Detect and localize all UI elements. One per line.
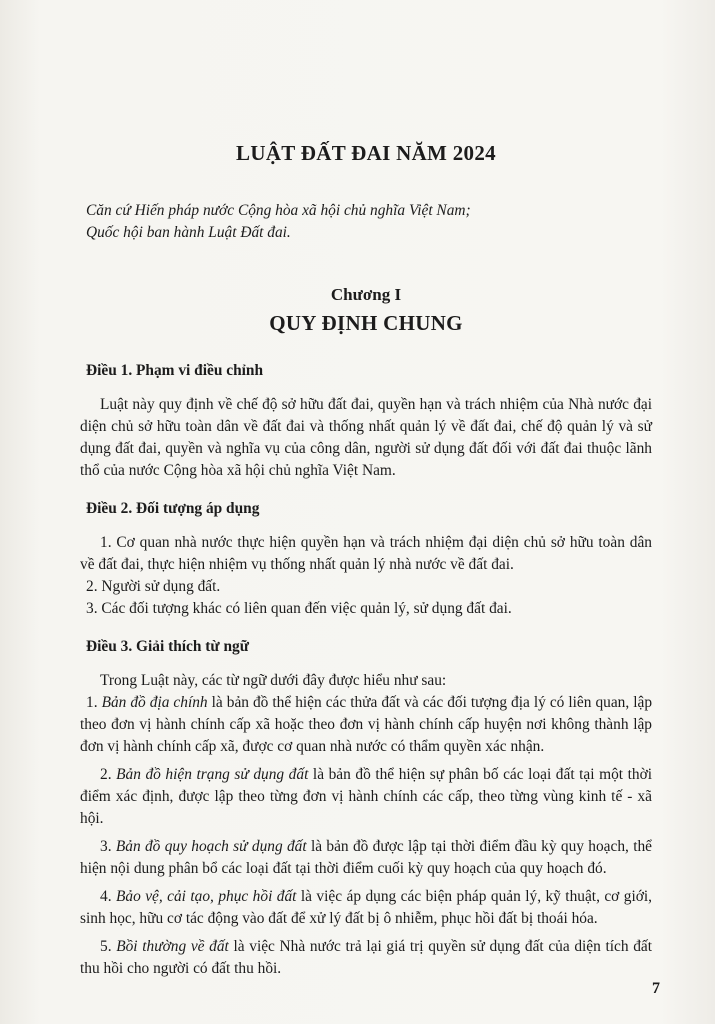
item-number: 2. — [100, 766, 117, 783]
defined-term: Bản đồ địa chính — [101, 694, 208, 711]
article-2-item-2: 2. Người sử dụng đất. — [86, 578, 221, 595]
article-1-text: Luật này quy định về chế độ sở hữu đất đai, quyền hạn và trách nhiệm của Nhà nước đại diện chủ sở hữu toàn dân về đất đai và thống nhất quản lý về đất đai, chế độ quản lý và sử dụng đất đai, quyền và nghĩa vụ của công dân, người sử dụng đất đối với đất đai thuộc lãnh thổ của nước Cộng hòa xã hội chủ nghĩa Việt Nam. — [80, 396, 652, 479]
law-title: LUẬT ĐẤT ĐAI NĂM 2024 — [236, 141, 496, 165]
article-2-item-3: 3. Các đối tượng khác có liên quan đến việc quản lý, sử dụng đất đai. — [86, 600, 512, 617]
term-definition: là việc áp dụng các biện pháp quản lý, kỹ thuật, cơ giới, sinh học, hữu cơ tác động vào đất để xử lý đất bị ô nhiễm, phục hồi đất bị thoái hóa. — [80, 888, 652, 927]
defined-term: Bản đồ quy hoạch sử dụng đất — [115, 838, 307, 855]
item-number: 3. — [100, 838, 116, 855]
defined-term: Bồi thường về đất — [116, 938, 229, 955]
defined-term: Bảo vệ, cải tạo, phục hồi đất — [115, 888, 297, 905]
page-content — [80, 140, 652, 980]
chapter-number: Chương I — [330, 285, 402, 304]
item-number: 4. — [100, 888, 116, 905]
preamble-line-2: Quốc hội ban hành Luật Đất đai. — [86, 224, 291, 241]
term-definition: là việc Nhà nước trả lại giá trị quyền sử dụng đất của diện tích đất thu hồi cho người có đất thu hồi. — [80, 938, 653, 977]
article-3-intro: Trong Luật này, các từ ngữ dưới đây được hiểu như sau: — [100, 672, 447, 689]
term-definition: là bản đồ thể hiện sự phân bố các loại đất tại một thời điểm xác định, được lập theo từng đơn vị hành chính các cấp, theo từng vùng kinh tế - xã hội. — [80, 766, 652, 827]
article-3-item-5 — [80, 936, 652, 980]
article-3-heading: Điều 3. Giải thích từ ngữ — [86, 638, 249, 655]
article-3-item-2 — [80, 764, 652, 830]
item-number: 5. — [100, 938, 117, 955]
item-number: 1. — [86, 694, 102, 711]
article-2-heading: Điều 2. Đối tượng áp dụng — [86, 500, 260, 517]
term-definition: là bản đồ được lập tại thời điểm đầu kỳ quy hoạch, thể hiện nội dung phân bổ các loại đất tại thời điểm cuối kỳ quy hoạch của quy hoạch đó. — [80, 838, 652, 877]
preamble-line-1: Căn cứ Hiến pháp nước Cộng hòa xã hội chủ nghĩa Việt Nam; — [86, 202, 471, 219]
term-definition: là bản đồ thể hiện các thửa đất và các đối tượng địa lý có liên quan, lập theo đơn vị hành chính cấp xã hoặc theo đơn vị hành chính cấp huyện nơi không thành lập đơn vị hành chính cấp xã, được cơ quan nhà nước có thẩm quyền xác nhận. — [80, 694, 653, 755]
article-3-item-3 — [80, 836, 652, 880]
article-3-item-1 — [80, 692, 652, 758]
defined-term: Bản đồ hiện trạng sử dụng đất — [116, 766, 309, 783]
article-2-item-1: 1. Cơ quan nhà nước thực hiện quyền hạn và trách nhiệm đại diện chủ sở hữu toàn dân về đất đai, thực hiện nhiệm vụ thống nhất quản lý nhà nước về đất đai. — [80, 534, 652, 573]
chapter-name: QUY ĐỊNH CHUNG — [269, 311, 463, 335]
article-3-item-4 — [80, 886, 652, 930]
page-number: 7 — [652, 980, 660, 997]
article-1-heading: Điều 1. Phạm vi điều chỉnh — [86, 362, 264, 379]
